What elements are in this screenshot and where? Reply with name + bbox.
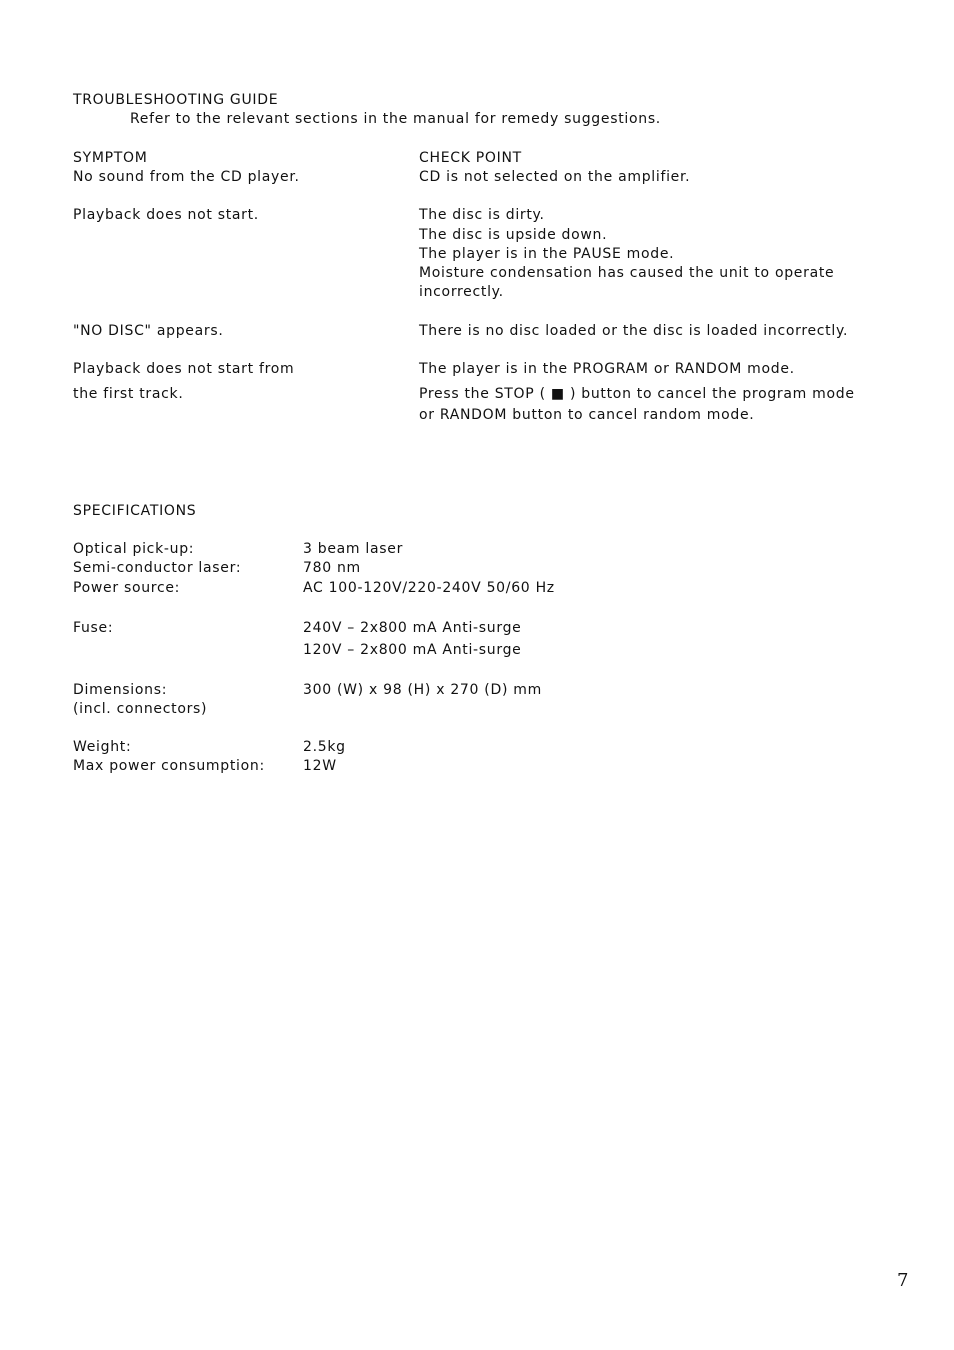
check-point-column-header: CHECK POINT — [419, 150, 522, 166]
spec-label: Semi-conductor laser: — [73, 560, 242, 576]
spec-value: 12W — [303, 758, 337, 774]
spec-value: 300 (W) x 98 (H) x 270 (D) mm — [303, 682, 542, 698]
spec-value: 2.5kg — [303, 739, 346, 755]
page-number: 7 — [897, 1270, 909, 1291]
check-point-text: Moisture condensation has caused the unit to operate — [419, 265, 835, 281]
check-point-text: The disc is dirty. — [419, 207, 545, 223]
troubleshooting-intro: Refer to the relevant sections in the manual for remedy suggestions. — [130, 111, 661, 127]
check-point-text: There is no disc loaded or the disc is loaded incorrectly. — [419, 323, 849, 339]
check-point-text: incorrectly. — [419, 284, 504, 300]
symptom-text: "NO DISC" appears. — [73, 323, 224, 339]
check-point-text: or RANDOM button to cancel random mode. — [419, 407, 755, 423]
spec-label: (incl. connectors) — [73, 701, 208, 717]
check-point-text: The player is in the PAUSE mode. — [419, 246, 675, 262]
symptom-column-header: SYMPTOM — [73, 150, 148, 166]
spec-value: 3 beam laser — [303, 541, 404, 557]
spec-label: Max power consumption: — [73, 758, 265, 774]
spec-value: 240V – 2x800 mA Anti-surge — [303, 620, 522, 636]
symptom-text: Playback does not start. — [73, 207, 259, 223]
symptom-text: the first track. — [73, 386, 184, 402]
specifications-title: SPECIFICATIONS — [73, 503, 197, 519]
spec-label: Weight: — [73, 739, 132, 755]
spec-label: Power source: — [73, 580, 181, 596]
symptom-text: No sound from the CD player. — [73, 169, 300, 185]
check-point-text: The disc is upside down. — [419, 227, 608, 243]
spec-label: Dimensions: — [73, 682, 168, 698]
troubleshooting-title: TROUBLESHOOTING GUIDE — [73, 92, 279, 108]
check-point-text: Press the STOP ( ■ ) button to cancel the program mode — [419, 386, 855, 402]
spec-value: AC 100-120V/220-240V 50/60 Hz — [303, 580, 555, 596]
symptom-text: Playback does not start from — [73, 361, 295, 377]
spec-label: Optical pick-up: — [73, 541, 195, 557]
spec-value: 780 nm — [303, 560, 361, 576]
check-point-text: The player is in the PROGRAM or RANDOM mode. — [419, 361, 795, 377]
spec-value: 120V – 2x800 mA Anti-surge — [303, 642, 522, 658]
spec-label: Fuse: — [73, 620, 114, 636]
check-point-text: CD is not selected on the amplifier. — [419, 169, 691, 185]
